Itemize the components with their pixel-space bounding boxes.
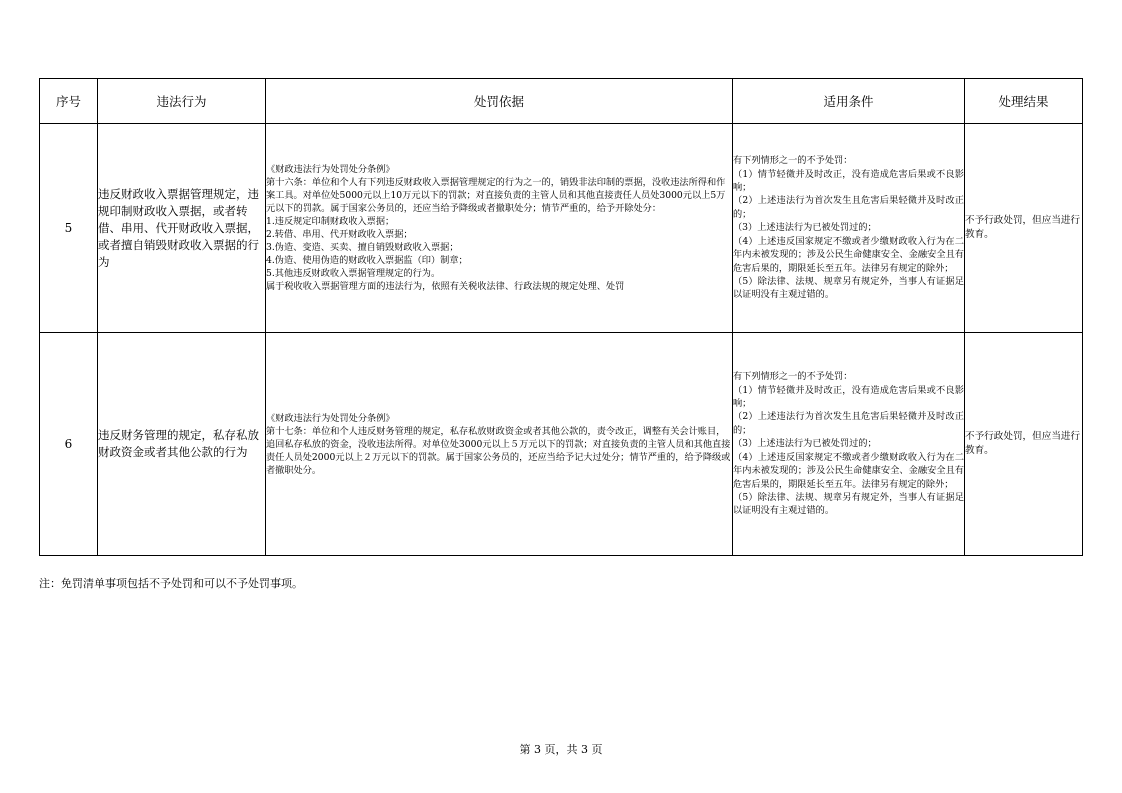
header-condition: 适用条件 <box>733 79 965 124</box>
row-result: 不予行政处罚，但应当进行教育。 <box>965 333 1083 556</box>
basis-line: 属于税收收入票据管理方面的违法行为，依照有关税收法律、行政法规的规定处理、处罚 <box>266 281 625 292</box>
header-result: 处理结果 <box>965 79 1083 124</box>
row-result: 不予行政处罚，但应当进行教育。 <box>965 124 1083 333</box>
page-number: 第 3 页，共 3 页 <box>519 743 603 756</box>
basis-line: 5.其他违反财政收入票据管理规定的行为。 <box>266 268 441 279</box>
header-basis: 处罚依据 <box>266 79 733 124</box>
row-index: 5 <box>40 124 98 333</box>
basis-line: 2.转借、串用、代开财政收入票据； <box>266 229 413 240</box>
footnote: 注：免罚清单事项包括不予处罚和可以不予处罚事项。 <box>39 577 303 590</box>
condition-line: 有下列情形之一的不予处罚： <box>733 155 853 167</box>
row-basis <box>266 124 733 333</box>
basis-line: 《财政违法行为处罚处分条例》 <box>266 164 395 175</box>
row-basis <box>266 333 733 556</box>
condition-line: （5）除法律、法规、规章另有规定外，当事人有证据足以证明没有主观过错的。 <box>733 491 964 517</box>
basis-line: 4.伪造、使用伪造的财政收入票据监（印）制章； <box>266 255 468 266</box>
basis-line: 第十七条：单位和个人违反财务管理的规定，私存私放财政资金或者其他公款的，责令改正，调整有关会计账目，追回私存私放的资金，没收违法所得。对单位处3000元以上５万元以下的罚款；对直接负责的主管人员和其他直接责任人员处2000元以上２万元以下的罚款。属于国家公务员的，还应当给予记大过处分；情节严重的，给予降级或者撤职处分。 <box>266 425 731 476</box>
basis-line: 《财政违法行为处罚处分条例》 <box>266 412 395 424</box>
table-row <box>40 333 1083 556</box>
basis-line: 3.伪造、变造、买卖、擅自销毁财政收入票据； <box>266 242 459 253</box>
table-row <box>40 124 1083 333</box>
row-act: 违反财务管理的规定，私存私放财政资金或者其他公款的行为 <box>98 333 266 556</box>
header-act: 违法行为 <box>98 79 266 124</box>
condition-line: （3）上述违法行为已被处罚过的； <box>733 438 877 450</box>
row-index: 6 <box>40 333 98 556</box>
condition-line: （3）上述违法行为已被处罚过的； <box>733 222 877 234</box>
basis-line: 第十六条：单位和个人有下列违反财政收入票据管理规定的行为之一的，销毁非法印制的票据，没收违法所得和作案工具。对单位处5000元以上10万元以下的罚款；对直接负责的主管人员和其他直接责任人员处3000元以上5万元以下的罚款。属于国家公务员的，还应当给予降级或者撤职处分；情节严重的，给予开除处分： <box>266 177 726 214</box>
row-act: 违反财政收入票据管理规定，违规印制财政收入票据，或者转借、串用、代开财政收入票据，或者擅自销毁财政收入票据的行为 <box>98 124 266 333</box>
penalty-table <box>39 78 1083 556</box>
basis-line: 1.违反规定印制财政收入票据； <box>266 216 395 227</box>
condition-line: （5）除法律、法规、规章另有规定外，当事人有证据足以证明没有主观过错的。 <box>733 275 964 301</box>
condition-line: 有下列情形之一的不予处罚： <box>733 371 853 383</box>
row-condition <box>733 124 965 333</box>
header-row <box>40 79 1083 124</box>
condition-line: （1）情节轻微并及时改正，没有造成危害后果或不良影响； <box>733 384 964 410</box>
condition-line: （2）上述违法行为首次发生且危害后果轻微并及时改正的； <box>733 195 964 220</box>
condition-line: （4）上述违反国家规定不缴或者少缴财政收入行为在二年内未被发现的；涉及公民生命健康安全、金融安全且有危害后果的，期限延长至五年。法律另有规定的除外； <box>733 235 964 274</box>
header-index: 序号 <box>40 79 98 124</box>
condition-line: （2）上述违法行为首次发生且危害后果轻微并及时改正的； <box>733 411 964 436</box>
row-condition <box>733 333 965 556</box>
condition-line: （1）情节轻微并及时改正，没有造成危害后果或不良影响； <box>733 168 964 194</box>
condition-line: （4）上述违反国家规定不缴或者少缴财政收入行为在二年内未被发现的；涉及公民生命健康安全、金融安全且有危害后果的，期限延长至五年。法律另有规定的除外； <box>733 451 964 490</box>
